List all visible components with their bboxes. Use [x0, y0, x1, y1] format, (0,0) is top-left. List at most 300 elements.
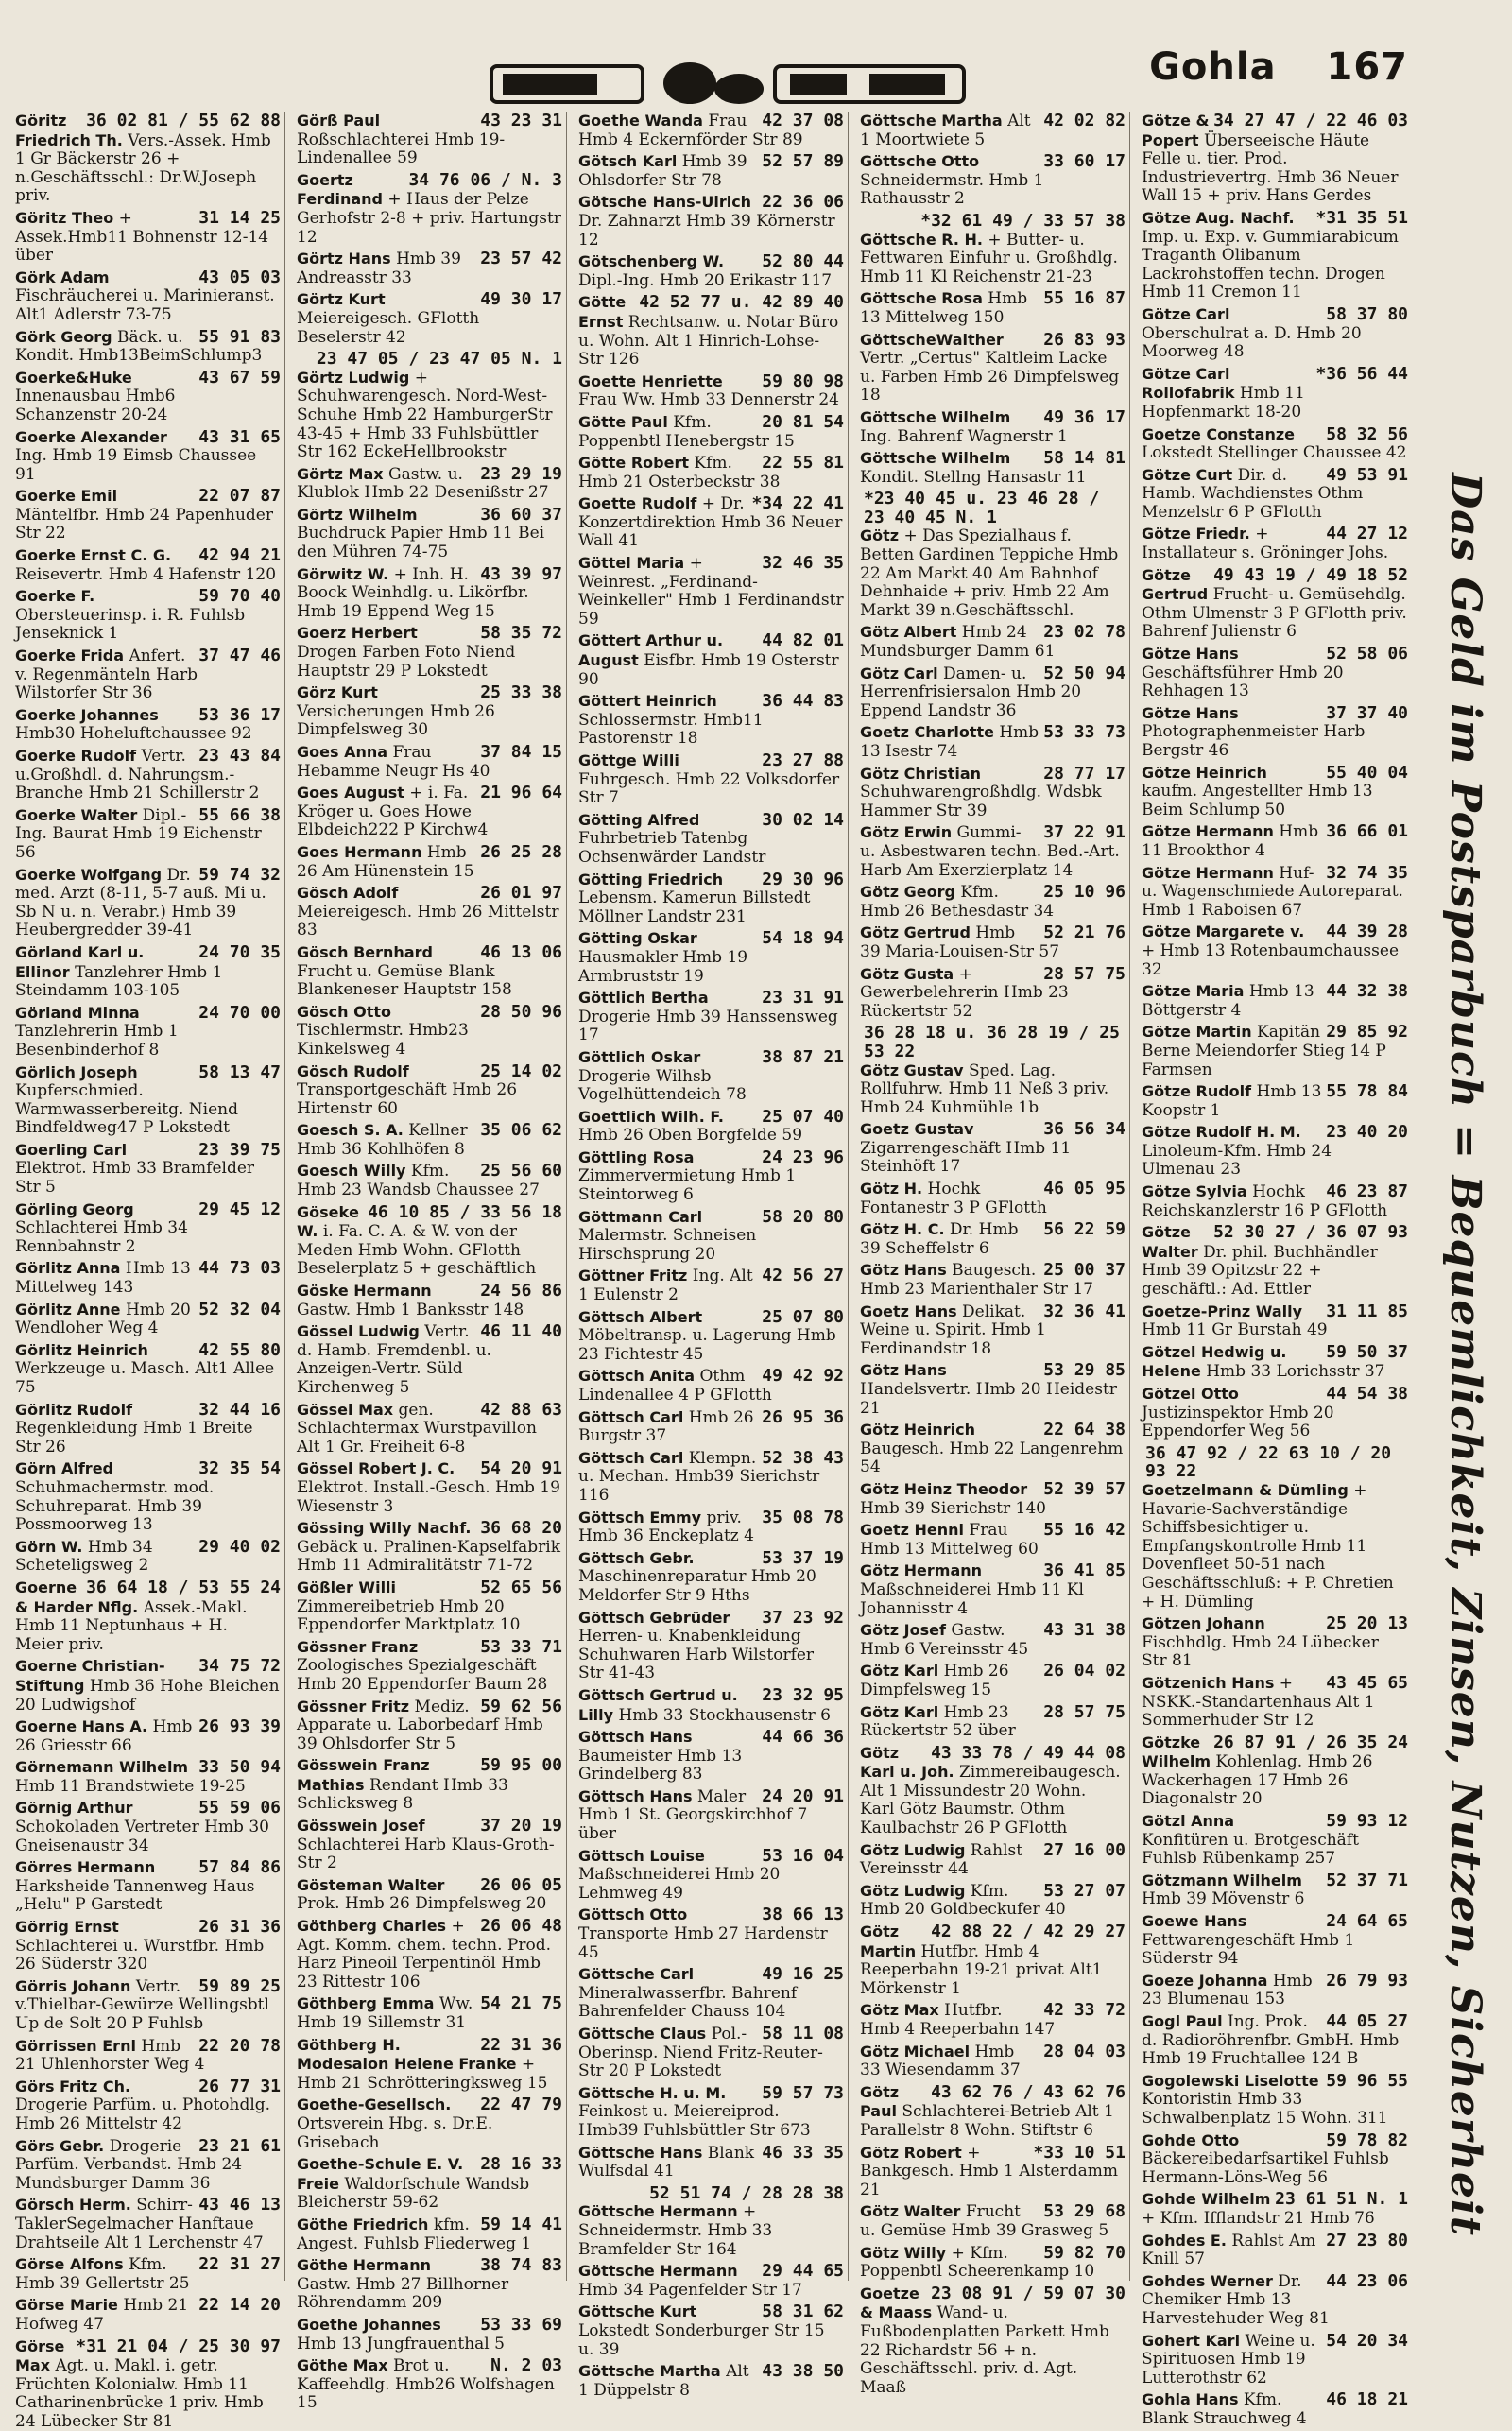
entry-phone-number: 56 22 59	[1040, 1220, 1125, 1239]
entry-details: Hmb 23 Rückertstr 52 über	[860, 1703, 1016, 1741]
entry-details: Zoologisches Spezialgeschäft Hmb 20 Eppendorfer Baum 28	[297, 1656, 547, 1694]
directory-entry	[578, 494, 844, 551]
entry-name: Götze Rudolf	[1142, 1082, 1251, 1100]
directory-entry	[297, 683, 562, 740]
entry-name: Göttert Arthur u. August	[578, 631, 723, 669]
entry-phone-number: 49 30 17	[476, 290, 562, 309]
directory-entry	[578, 554, 844, 629]
entry-name: Göttsche Rosa	[860, 289, 983, 307]
directory-entry	[297, 1994, 562, 2032]
entry-phone-number: 42 55 80	[195, 1341, 281, 1360]
directory-entry	[297, 1003, 562, 1060]
entry-details: + Haus der Pelze Gerhofstr 2-8 + priv. Hartungstr 12	[297, 190, 561, 246]
entry-name: Goethe Johannes	[297, 2316, 441, 2334]
directory-entry	[860, 1302, 1125, 1359]
entry-details: Hmb 13 Böttgerstr 4	[1142, 982, 1314, 1020]
postal-logo-strip	[491, 57, 1002, 108]
entry-details: Schlachterei u. Wurstfbr. Hmb 26 Süderstr 320	[15, 1937, 264, 1974]
entry-details: Herren- u. Knabenkleidung Schuhwaren Harb Wilstorfer Str 41-43	[578, 1627, 814, 1682]
entry-name: Görling Georg	[15, 1200, 134, 1218]
entry-phone-number: 22 31 36	[476, 2036, 562, 2055]
directory-entry	[297, 506, 562, 562]
directory-entry	[15, 1758, 281, 1796]
directory-entry	[578, 152, 844, 190]
entry-details: Hmb 39 Andreasstr 33	[297, 250, 461, 287]
directory-entry	[860, 212, 1125, 286]
entry-details: Ing. Alt 1 Eulenstr 2	[578, 1267, 753, 1304]
entry-name: Götz Hans	[860, 1261, 947, 1279]
entry-name: Götte Robert	[578, 454, 689, 472]
directory-entry	[15, 546, 281, 584]
directory-entry	[1142, 112, 1408, 206]
directory-entry	[578, 1609, 844, 1683]
entry-name: Göttner Fritz	[578, 1267, 687, 1284]
directory-entry	[578, 989, 844, 1045]
entry-phone-number: 26 87 91 / 26 35 24	[1210, 1733, 1408, 1752]
directory-entry	[1142, 764, 1408, 820]
entry-details: Hmb 34 Pagenfelder Str 17	[578, 2281, 802, 2300]
directory-entry	[15, 1858, 281, 1915]
entry-name: Göttsch Carl	[578, 1449, 683, 1467]
entry-name: Göthe Max	[297, 2356, 388, 2374]
directory-entry	[578, 2025, 844, 2081]
entry-phone-number: *31 21 04 / 25 30 97	[72, 2337, 281, 2356]
entry-details: Kfm. Hmb 39 Gellertstr 25	[15, 2255, 190, 2293]
entry-name: Göttsch Albert	[578, 1308, 702, 1326]
entry-name: Görlitz Anna	[15, 1259, 120, 1277]
entry-phone-number: 58 20 80	[758, 1208, 844, 1227]
entry-details: Zimmereibaugesch. Alt 1 Missundestr 20 Wohn. Karl Götz Baumstr. Othm Kaulbachstr 26 P GFlotth	[860, 1763, 1121, 1837]
entry-phone-number: 59 70 40	[195, 587, 281, 606]
entry-phone-number: 37 20 19	[476, 1817, 562, 1836]
entry-details: Schneidermstr. Hmb 1 Rathausstr 2	[860, 171, 1043, 209]
entry-details: Möbeltransp. u. Lagerung Hmb 23 Fichtestr 45	[578, 1326, 836, 1364]
entry-phone-number: 37 47 46	[195, 647, 281, 665]
entry-details: Hmb 39 Mövenstr 6	[1142, 1889, 1304, 1908]
entry-phone-number: 52 32 04	[195, 1301, 281, 1319]
entry-details: Zimmereibetrieb Hmb 20 Eppendorfer Marktplatz 10	[297, 1597, 520, 1635]
directory-entry	[297, 1756, 562, 1814]
directory-entry	[860, 289, 1125, 327]
entry-name: Gohde Otto	[1142, 2131, 1239, 2149]
entry-name: Göttsch Otto	[578, 1905, 687, 1923]
entry-details: Hutfbr. Hmb 4 Reeperbahn 19-21 privat Alt1 Mörkenstr 1	[860, 1942, 1103, 1998]
entry-name: Göttsche H. u. M.	[578, 2084, 726, 2102]
entry-phone-number: 28 57 75	[1040, 1703, 1125, 1722]
directory-entry	[15, 1799, 281, 1855]
entry-name: Götz Max	[860, 2001, 939, 2019]
directory-entry	[578, 1148, 844, 1205]
entry-name: Götze Hans	[1142, 704, 1239, 722]
directory-entry	[1142, 1082, 1408, 1120]
entry-phone-number: 57 84 86	[195, 1858, 281, 1877]
entry-details: + Dr. Konzertdirektion Hmb 36 Neuer Wall 41	[578, 494, 842, 550]
entry-details: Maschinenreparatur Hmb 20 Meldorfer Str 9 Hths	[578, 1567, 816, 1605]
directory-entry	[1142, 2190, 1408, 2228]
entry-phone-number: 43 38 50	[758, 2362, 844, 2381]
directory-entry	[578, 1449, 844, 1506]
entry-name: Goes Anna	[297, 743, 387, 761]
entry-details: + Inh. H. Boock Weinhdlg. u. Likörfbr. Hmb 19 Eppend Weg 15	[297, 565, 529, 621]
entry-name: Götz Karl u. Joh.	[860, 1744, 954, 1782]
entry-name: Goes August	[297, 784, 404, 802]
directory-columns	[11, 112, 1419, 2285]
directory-entry	[860, 965, 1125, 1022]
entry-details: Kapitän Berne Meiendorfer Stieg 14 P Farmsen	[1142, 1023, 1386, 1078]
entry-phone-number: 22 36 06	[758, 193, 844, 212]
entry-name: Gösch Bernhard	[297, 943, 433, 961]
directory-entry	[578, 1367, 844, 1405]
entry-name: Görse Marie	[15, 2296, 118, 2314]
entry-details: Waldorfschule Wandsb Bleicherstr 59-62	[297, 2175, 529, 2213]
entry-phone-number: 28 77 17	[1040, 765, 1125, 784]
directory-entry	[15, 943, 281, 1001]
entry-phone-number: 25 07 80	[758, 1308, 844, 1327]
entry-details: Hmb 26 Griesstr 66	[15, 1717, 192, 1755]
entry-phone-number: 26 06 05	[476, 1876, 562, 1895]
directory-entry	[15, 369, 281, 425]
directory-entry	[297, 884, 562, 940]
entry-details: + Kfm. Poppenbtl Scheerenkamp 10	[860, 2244, 1094, 2282]
entry-phone-number: 24 64 65	[1322, 1912, 1408, 1931]
entry-details: Sped. Lag. Rollfuhrw. Hmb 11 Neß 3 priv. Hmb 24 Kuhmühle 1b	[860, 1061, 1108, 1117]
entry-name: Görtz Kurt	[297, 290, 386, 308]
directory-entry	[297, 1578, 562, 1635]
entry-phone-number: 26 79 93	[1322, 1972, 1408, 1991]
entry-name: Gösch Adolf	[297, 884, 398, 902]
entry-phone-number: 25 33 38	[476, 683, 562, 702]
entry-details: Frau Hebamme Neugr Hs 40	[297, 743, 490, 781]
entry-details: Frau Hmb 13 Mittelweg 60	[860, 1521, 1039, 1559]
directory-entry	[1142, 1614, 1408, 1671]
entry-phone-number: 44 82 01	[758, 631, 844, 650]
entry-phone-number: 43 31 38	[1040, 1621, 1125, 1640]
entry-details: Hmb 11 Hopfenmarkt 18-20	[1142, 384, 1305, 422]
entry-name: Goerke Ernst C. G.	[15, 546, 171, 564]
directory-entry	[297, 1917, 562, 1991]
entry-name: Götz Willy	[860, 2244, 946, 2262]
entry-phone-number: 43 62 76 / 43 62 76	[927, 2083, 1125, 2102]
entry-phone-number: 25 14 02	[476, 1062, 562, 1081]
directory-entry	[860, 2244, 1125, 2282]
entry-name: Görwitz W.	[297, 565, 388, 583]
directory-entry	[1142, 2232, 1408, 2269]
entry-name: Götz Walter	[860, 2202, 960, 2220]
entry-details: Frau Hmb 4 Eckernförder Str 89	[578, 112, 803, 149]
entry-phone-number: 55 78 84	[1322, 1082, 1408, 1101]
entry-phone-number: 55 66 38	[195, 806, 281, 825]
entry-phone-number: 34 27 47 / 22 46 03	[1210, 112, 1408, 130]
entry-phone-number: *36 56 44	[1312, 365, 1408, 384]
entry-phone-number: *33 10 51	[1029, 2144, 1125, 2163]
directory-entry	[860, 1361, 1125, 1418]
directory-entry	[860, 2001, 1125, 2039]
entry-phone-number: 59 57 73	[758, 2084, 844, 2103]
entry-details: Baugesch. Hmb 22 Langenrehm 54	[860, 1440, 1123, 1477]
side-slogan	[1429, 473, 1495, 2079]
entry-details: Eisfbr. Hmb 19 Osterstr 90	[578, 651, 839, 689]
entry-phone-number: 33 50 94	[195, 1758, 281, 1777]
entry-name: Goertz Ferdinand	[297, 171, 383, 209]
entry-name: Goeze Johanna	[1142, 1972, 1267, 1990]
entry-name: Götze Walter	[1142, 1223, 1198, 1261]
entry-name: Gohde Wilhelm	[1142, 2190, 1270, 2208]
entry-name: Götz Georg	[860, 883, 955, 901]
entry-details: Gastw. Hmb 1 Banksstr 148	[297, 1301, 524, 1319]
entry-name: Götze Friedr.	[1142, 525, 1250, 543]
entry-details: Drogerie Hmb 39 Hanssensweg 17	[578, 1008, 838, 1045]
entry-name: Götzel Otto	[1142, 1385, 1239, 1403]
entry-phone-number: 36 56 34	[1040, 1120, 1125, 1139]
entry-details: Drogen Farben Foto Niend Hauptstr 29 P Lokstedt	[297, 643, 515, 681]
entry-phone-number: 32 44 16	[195, 1401, 281, 1420]
directory-entry	[578, 631, 844, 689]
entry-name: Götz Robert	[860, 2144, 962, 2162]
entry-details: gen. Schlachtermax Wurstpavillon Alt 1 Gr. Freiheit 6-8	[297, 1401, 537, 1457]
entry-details: Damen- u. Herrenfrisiersalon Hmb 20 Eppend Landstr 36	[860, 664, 1081, 720]
entry-details: Lebensm. Kamerun Billstedt Möllner Landstr 231	[578, 888, 810, 926]
entry-phone-number: 52 80 44	[758, 252, 844, 271]
entry-details: Buchdruck Papier Hmb 11 Bei den Mühren 74-75	[297, 524, 544, 561]
directory-entry	[860, 1621, 1125, 1659]
entry-phone-number: 42 88 22 / 42 29 27	[927, 1922, 1125, 1941]
entry-phone-number: 23 02 78	[1040, 623, 1125, 642]
directory-entry	[860, 1841, 1125, 1879]
entry-name: Götze Heinrich	[1142, 764, 1267, 782]
entry-details: Agt. u. Makl. i. getr. Früchten Kolonialw. Hmb 11 Catharinenbrücke 1 priv. Hmb 24 Lübecker Str 81	[15, 2356, 264, 2431]
entry-phone-number: 53 29 68	[1040, 2202, 1125, 2221]
entry-details: Mediz. Apparate u. Laborbedarf Hmb 39 Ohlsdorfer Str 5	[297, 1698, 543, 1753]
entry-details: Drogerie Parfüm. u. Photohdlg. Hmb 26 Mittelstr 42	[15, 2095, 270, 2133]
entry-details: Ing. Bahrenf Wagnerstr 1	[860, 427, 1068, 446]
entry-details: Maßschneiderei Hmb 20 Lehmweg 49	[578, 1865, 780, 1903]
entry-details: Malermstr. Schneisen Hirschsprung 20	[578, 1226, 756, 1264]
entry-details: Hmb 13 Mittelweg 143	[15, 1259, 191, 1297]
entry-phone-number: 55 91 83	[195, 328, 281, 347]
entry-name: Goettlich Wilh. F.	[578, 1108, 724, 1126]
entry-details: Dr. med. Arzt (8-11, 5-7 auß. Mi u. Sb N u. n. Verabr.) Hmb 39 Heubergredder 39-41	[15, 866, 266, 940]
entry-name: Goetze Constanze	[1142, 425, 1295, 443]
directory-entry	[15, 1538, 281, 1576]
entry-phone-number: 23 29 19	[476, 465, 562, 484]
entry-name: Gösekе W.	[297, 1203, 359, 1241]
entry-phone-number: 42 02 82	[1040, 112, 1125, 130]
entry-phone-number: 36 47 92 / 22 63 10 / 20 93 22	[1142, 1444, 1408, 1481]
entry-details: Hmb 13 Isestr 74	[860, 723, 1039, 761]
entry-details: Hmb 11 Gr Burstah 49	[1142, 1320, 1328, 1339]
entry-name: Goerke Rudolf	[15, 747, 136, 765]
entry-phone-number: 46 10 85 / 33 56 18	[364, 1203, 562, 1222]
entry-details: Bäck. u. Kondit. Hmb13BeimSchlump3	[15, 328, 262, 366]
entry-name: Götsche Hans-Ulrich	[578, 193, 751, 211]
entry-phone-number: 52 39 57	[1040, 1480, 1125, 1499]
entry-phone-number: 23 43 84	[195, 747, 281, 766]
entry-phone-number: 44 23 06	[1322, 2272, 1408, 2291]
entry-name: Götze Margarete v.	[1142, 922, 1304, 940]
directory-entry	[578, 1905, 844, 1962]
directory-entry	[15, 2255, 281, 2293]
entry-phone-number: 36 02 81 / 55 62 88	[82, 112, 281, 130]
entry-details: + Das Spezialhaus f. Betten Gardinen Teppiche Hmb 22 Am Markt 40 Am Bahnhof Dehnhaide + priv. Hmb 22 Am Markt 39 n.Geschäftsschl.	[860, 526, 1118, 619]
column-4	[856, 112, 1130, 2281]
entry-name: Görß Paul	[297, 112, 380, 129]
directory-entry	[860, 1421, 1125, 1477]
entry-phone-number: 23 32 95	[758, 1686, 844, 1705]
entry-phone-number: 53 33 71	[476, 1638, 562, 1657]
entry-details: Klempn. u. Mechan. Hmb39 Sierichstr 116	[578, 1449, 819, 1505]
entry-name: Goerke&Huke	[15, 369, 132, 387]
entry-details: Frucht- u. Gemüsehdlg. Othm Ulmenstr 3 P GFlotth priv. Bahrenf Julienstr 6	[1142, 585, 1407, 641]
directory-entry	[15, 1657, 281, 1715]
entry-phone-number: 37 37 40	[1322, 704, 1408, 723]
directory-entry	[860, 923, 1125, 961]
entry-name: Göttsche Carl	[578, 1965, 694, 1983]
entry-details: Dr. Zahnarzt Hmb 39 Körnerstr 12	[578, 212, 835, 250]
entry-details: Hmb 21 Uhlenhorster Weg 4	[15, 2037, 204, 2075]
column-2	[293, 112, 567, 2281]
entry-name: Göttsche R. H.	[860, 231, 983, 249]
entry-name: Görsch Herm.	[15, 2196, 131, 2214]
entry-phone-number: *31 35 51	[1312, 209, 1408, 228]
entry-name: Göttsche Hermann	[578, 2202, 738, 2220]
directory-entry	[578, 193, 844, 250]
entry-details: Roßschlachterei Hmb 19-Lindenallee 59	[297, 130, 505, 168]
entry-name: Götzen Johann	[1142, 1614, 1265, 1632]
directory-entry	[1142, 2131, 1408, 2188]
column-1	[11, 112, 285, 2281]
entry-details: Regenkleidung Hmb 1 Breite Str 26	[15, 1419, 253, 1457]
entry-phone-number: 34 75 72	[195, 1657, 281, 1676]
entry-details: Handelsvertr. Hmb 20 Heidestr 21	[860, 1380, 1117, 1418]
directory-entry	[15, 1141, 281, 1198]
entry-details: Lokstedt Stellinger Chaussee 42	[1142, 443, 1406, 462]
entry-name: Goetzelmann & Dümling	[1142, 1481, 1349, 1499]
entry-phone-number: 22 47 79	[476, 2095, 562, 2114]
entry-name: Götz Karl	[860, 1703, 938, 1721]
directory-entry	[578, 1686, 844, 1725]
directory-entry	[297, 1121, 562, 1159]
directory-entry	[578, 454, 844, 491]
entry-details: Blank Wulfsdal 41	[578, 2144, 754, 2181]
entry-phone-number: *34 22 41	[747, 494, 844, 513]
directory-entry	[1142, 1023, 1408, 1079]
entry-details: Rahlst Am Knill 57	[1142, 2232, 1315, 2269]
entry-details: Photographenmeister Harb Bergstr 46	[1142, 722, 1365, 760]
entry-phone-number: 44 39 28	[1322, 922, 1408, 941]
directory-entry	[578, 1208, 844, 1265]
entry-details: Hochk Reichskanzlerstr 16 P GFlotth	[1142, 1182, 1387, 1220]
directory-entry	[1142, 2012, 1408, 2069]
entry-phone-number: 55 59 06	[195, 1799, 281, 1818]
directory-entry	[1142, 466, 1408, 523]
entry-phone-number: 32 36 41	[1040, 1302, 1125, 1321]
entry-name: Goetze & Maass	[860, 2284, 932, 2322]
directory-entry	[297, 2155, 562, 2213]
entry-name: Götz Erwin	[860, 823, 952, 841]
directory-entry	[578, 811, 844, 868]
entry-phone-number: 53 29 85	[1040, 1361, 1125, 1380]
entry-details: Rendant Hmb 33 Schlicksweg 8	[297, 1776, 508, 1814]
entry-name: Görlitz Rudolf	[15, 1401, 132, 1419]
entry-phone-number: 24 56 86	[476, 1282, 562, 1301]
entry-details: + NSKK.-Standartenhaus Alt 1 Sommerhuder Str 12	[1142, 1674, 1375, 1730]
directory-entry	[297, 290, 562, 347]
entry-details: Frau Ww. Hmb 33 Dennerstr 24	[578, 390, 839, 409]
entry-name: Götz Michael	[860, 2043, 970, 2060]
page-number: 167	[1327, 45, 1409, 89]
entry-phone-number: 32 46 35	[758, 554, 844, 573]
directory-entry	[297, 2316, 562, 2353]
entry-phone-number: 54 20 91	[476, 1459, 562, 1478]
entry-details: + i. Fa. Kröger u. Goes Howe Elbdeich222 P Kirchw4	[297, 784, 488, 839]
entry-phone-number: 44 05 27	[1322, 2012, 1408, 2031]
directory-entry	[1142, 525, 1408, 562]
entry-name: Götz Ludwig	[860, 1882, 965, 1900]
entry-details: Kontoristin Hmb 33 Schwalbenplatz 15 Wohn. 311	[1142, 2090, 1388, 2128]
entry-name: Göttert Heinrich	[578, 692, 717, 710]
entry-name: Göttsch Hans	[578, 1728, 693, 1746]
entry-name: Gösswein Josef	[297, 1817, 425, 1835]
entry-phone-number: 59 78 82	[1322, 2131, 1408, 2150]
directory-entry	[15, 2337, 281, 2431]
entry-name: Gohdes E.	[1142, 2232, 1227, 2250]
entry-details: Frucht u. Gemüse Blank Blankeneser Hauptstr 158	[297, 962, 512, 1000]
directory-entry	[860, 152, 1125, 209]
entry-details: Hmb 13 Mittelweg 150	[860, 289, 1027, 327]
entry-phone-number: 49 42 92	[758, 1367, 844, 1386]
directory-entry	[860, 1703, 1125, 1741]
entry-details: Alt 1 Moortwiete 5	[860, 112, 1031, 149]
entry-name: Göttsche Hans	[578, 2144, 702, 2162]
entry-phone-number: 38 66 13	[758, 1905, 844, 1924]
entry-details: + Hmb 21 Schrötteringksweg 15	[297, 2055, 547, 2093]
entry-details: Baumeister Hmb 13 Grindelberg 83	[578, 1747, 742, 1784]
entry-details: Gastw. Hmb 6 Vereinsstr 45	[860, 1621, 1028, 1659]
entry-details: Alt 1 Düppelstr 8	[578, 2362, 749, 2400]
entry-phone-number: 22 64 38	[1040, 1421, 1125, 1440]
directory-entry	[15, 2037, 281, 2075]
directory-entry	[15, 112, 281, 206]
entry-details: Weine u. Spirituosen Hmb 19 Lutterothstr 62	[1142, 2332, 1315, 2388]
directory-entry	[297, 1203, 562, 1279]
directory-entry	[578, 1048, 844, 1105]
entry-phone-number: 58 11 08	[758, 2025, 844, 2043]
entry-details: Kondit. Stellng Hansastr 11	[860, 468, 1087, 487]
entry-phone-number: 36 64 18 / 53 55 24	[82, 1578, 281, 1597]
entry-phone-number: 53 36 17	[195, 706, 281, 725]
directory-entry	[578, 372, 844, 410]
entry-name: Görk Adam	[15, 268, 110, 286]
entry-name: Goesch Willy	[297, 1162, 405, 1180]
entry-phone-number: 26 01 97	[476, 884, 562, 903]
entry-name: Götz Hans	[860, 1361, 947, 1379]
entry-name: Goerne Christian-Stiftung	[15, 1657, 165, 1695]
directory-entry	[860, 623, 1125, 661]
entry-phone-number: 28 16 33	[476, 2155, 562, 2174]
entry-phone-number: 29 40 02	[195, 1538, 281, 1557]
directory-entry	[15, 1459, 281, 1534]
directory-entry	[578, 929, 844, 986]
entry-name: Götz Christian	[860, 765, 981, 783]
directory-entry	[1142, 2390, 1408, 2428]
entry-name: Göttsch Emmy	[578, 1509, 701, 1526]
entry-details: Hmb 11 Brookthor 4	[1142, 822, 1318, 860]
entry-name: Gösswein Franz Mathias	[297, 1756, 430, 1794]
directory-entry	[860, 1261, 1125, 1299]
directory-entry	[1142, 1302, 1408, 1340]
directory-entry	[297, 1519, 562, 1576]
directory-entry	[860, 1024, 1125, 1117]
